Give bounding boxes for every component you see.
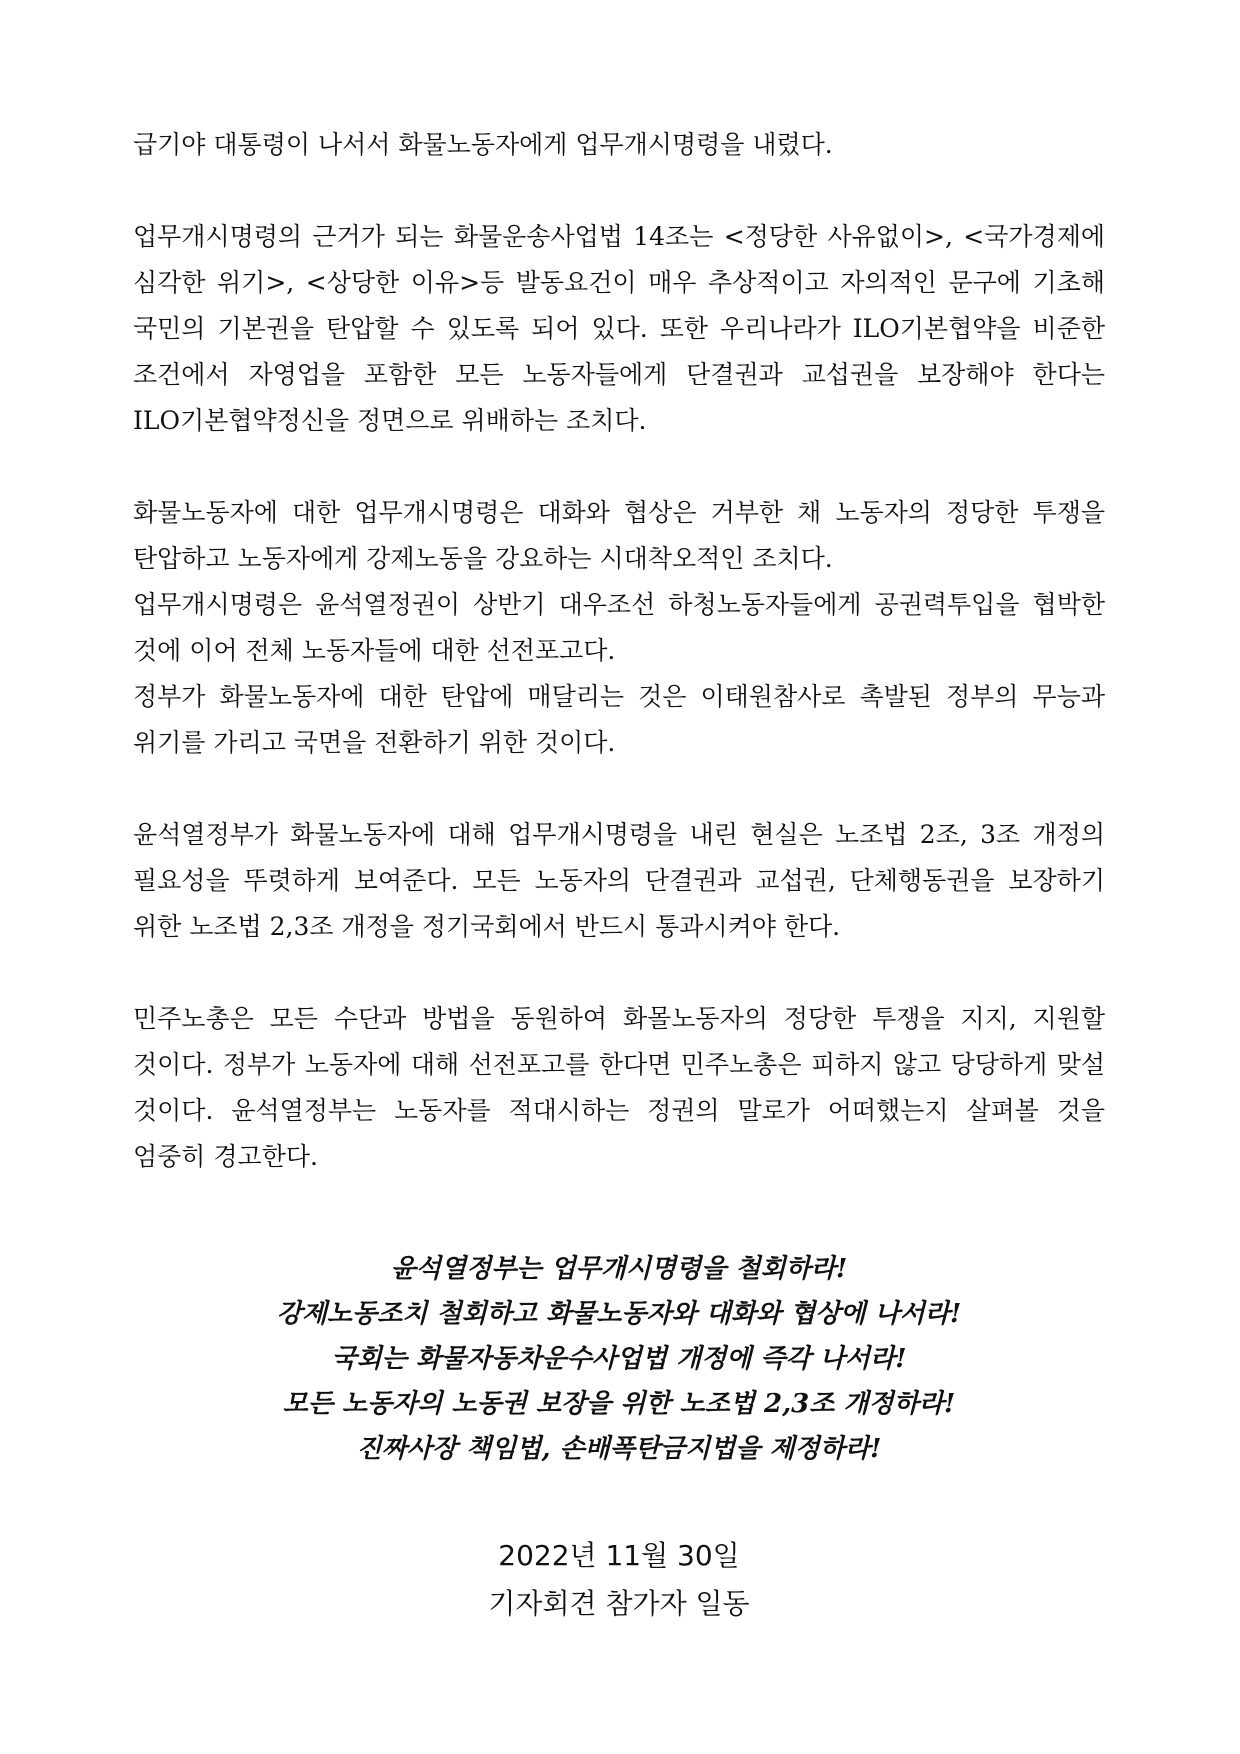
slogan-item: 진짜사장 책임법, 손배폭탄금지법을 제정하라! — [356, 1434, 882, 1464]
paragraph-kctu-warning: 민주노총은 모든 수단과 방법을 동원하여 화몰노동자의 정당한 투쟁을 지지, 지원할 것이다. 정부가 노동자에 대해 선전포고를 한다면 민주노총은 피하지 않고 당당하게 맞설 것이다. 윤석열정부는 노동자를 적대시하는 정권의 말로가 어떠했는지 살펴볼 것을 엄중히 경고한다. — [133, 1004, 1105, 1171]
paragraph-government-crisis: 정부가 화물노동자에 대한 탄압에 매달리는 것은 이태원참사로 촉발된 정부의 무능과 위기를 가리고 국면을 전환하기 위한 것이다. — [133, 682, 1105, 757]
slogan-list — [133, 1247, 1105, 1472]
slogan-item: 국회는 화물자동차운수사업법 개정에 즉각 나서라! — [331, 1344, 907, 1374]
statement-date: 2022년 11월 30일 — [498, 1539, 740, 1572]
paragraph-declaration-of-war: 업무개시명령은 윤석열정권이 상반기 대우조선 하청노동자들에게 공권력투입을 협박한 것에 이어 전체 노동자들에 대한 선전포고다. — [133, 590, 1105, 665]
statement-footer — [133, 1532, 1105, 1628]
paragraph-intro: 급기야 대통령이 나서서 화물노동자에게 업무개시명령을 내렸다. — [133, 130, 833, 159]
slogan-item: 윤석열정부는 업무개시명령을 철회하라! — [390, 1254, 848, 1284]
slogan-item: 모든 노동자의 노동권 보장을 위한 노조법 2,3조 개정하라! — [282, 1389, 956, 1419]
paragraph-forced-labor: 화물노동자에 대한 업무개시명령은 대화와 협상은 거부한 채 노동자의 정당한 투쟁을 탄압하고 노동자에게 강제노동을 강요하는 시대착오적인 조치다. — [133, 498, 1105, 573]
slogan-item: 강제노동조치 철회하고 화물노동자와 대화와 협상에 나서라! — [276, 1299, 962, 1329]
statement-body — [133, 122, 1105, 1226]
paragraph-labor-law-revision: 윤석열정부가 화물노동자에 대해 업무개시명령을 내린 현실은 노조법 2조, 3조 개정의 필요성을 뚜렷하게 보여준다. 모든 노동자의 단결권과 교섭권, 단체행동권을 보장하기 위한 노조법 2,3조 개정을 정기국회에서 반드시 통과시켜야 한다. — [133, 820, 1105, 941]
paragraph-legal-basis: 업무개시명령의 근거가 되는 화물운송사업법 14조는 <정당한 사유없이>, <국가경제에 심각한 위기>, <상당한 이유>등 발동요건이 매우 추상적이고 자의적인 문구에 기초해 국민의 기본권을 탄압할 수 있도록 되어 있다. 또한 우리나라가 ILO기본협약을 비준한 조건에서 자영업을 포함한 모든 노동자들에게 단결권과 교섭권을 보장해야 한다는 ILO기본협약정신을 정면으로 위배하는 조치다. — [133, 222, 1105, 435]
statement-signature: 기자회견 참가자 일동 — [488, 1587, 750, 1620]
